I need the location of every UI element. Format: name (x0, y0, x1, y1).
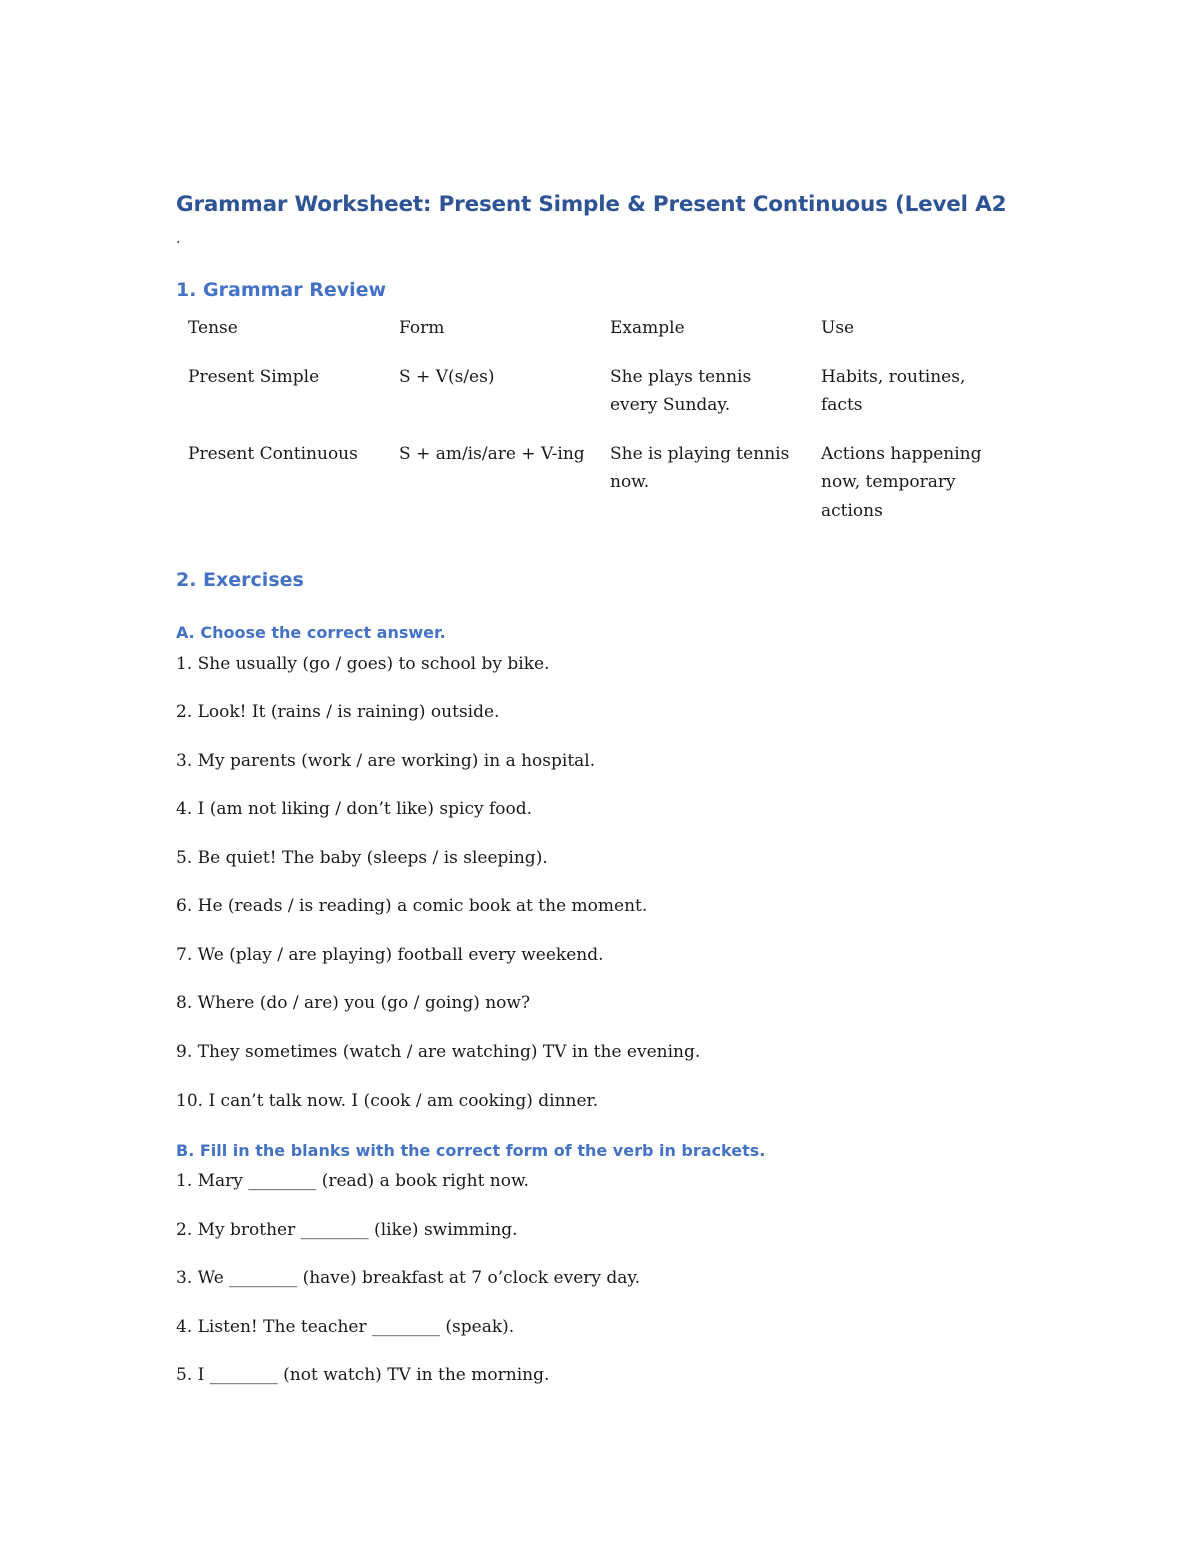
grammar-review-heading: 1. Grammar Review (176, 279, 387, 301)
exercise-b-item: 2. My brother ________ (like) swimming. (176, 1220, 518, 1240)
exercise-a-item: 4. I (am not liking / don’t like) spicy food. (176, 799, 533, 819)
table-header-cell: Form (399, 318, 445, 338)
exercise-b-item: 5. I ________ (not watch) TV in the morning. (176, 1365, 550, 1385)
exercise-a-item: 3. My parents (work / are working) in a hospital. (176, 751, 596, 771)
part-b-heading: B. Fill in the blanks with the correct form of the verb in brackets. (176, 1141, 766, 1160)
table-cell: She is playing tennis now. (610, 443, 790, 492)
exercise-b-item: 1. Mary ________ (read) a book right now. (176, 1171, 529, 1191)
exercises-heading: 2. Exercises (176, 569, 304, 591)
table-cell: S + am/is/are + V-ing (399, 443, 585, 464)
table-header-cell: Example (610, 318, 685, 338)
table-header-cell: Use (821, 318, 855, 338)
exercise-a-item: 8. Where (do / are) you (go / going) now? (176, 993, 531, 1013)
table-cell: Present Continuous (188, 443, 358, 464)
table-cell: She plays tennis every Sunday. (610, 366, 752, 415)
exercise-a-item: 1. She usually (go / goes) to school by bike. (176, 654, 550, 674)
grammar-review-table (176, 314, 1020, 545)
table-header-cell: Tense (188, 318, 238, 338)
exercise-a-item: 7. We (play / are playing) football every weekend. (176, 945, 604, 965)
exercise-a-item: 6. He (reads / is reading) a comic book at the moment. (176, 896, 648, 916)
table-row (176, 363, 1020, 440)
worksheet-title: Grammar Worksheet: Present Simple & Present Continuous (Level A2 (176, 192, 1007, 217)
table-cell: Present Simple (188, 366, 320, 387)
title-trailing-period: . (176, 231, 181, 247)
table-cell: Habits, routines, facts (821, 366, 966, 415)
exercise-b-item: 4. Listen! The teacher ________ (speak). (176, 1317, 515, 1337)
exercise-a-item: 2. Look! It (rains / is raining) outside. (176, 702, 500, 722)
exercise-a-item: 5. Be quiet! The baby (sleeps / is sleeping). (176, 848, 548, 868)
exercise-b-item: 3. We ________ (have) breakfast at 7 o’clock every day. (176, 1268, 641, 1288)
exercise-a-item: 9. They sometimes (watch / are watching) TV in the evening. (176, 1042, 701, 1062)
part-a-heading: A. Choose the correct answer. (176, 623, 446, 642)
table-header-row (176, 314, 1020, 363)
exercise-a-item: 10. I can’t talk now. I (cook / am cooking) dinner. (176, 1091, 599, 1111)
table-cell: Actions happening now, temporary actions (821, 443, 982, 521)
table-row (176, 440, 1020, 546)
table-cell: S + V(s/es) (399, 366, 495, 387)
